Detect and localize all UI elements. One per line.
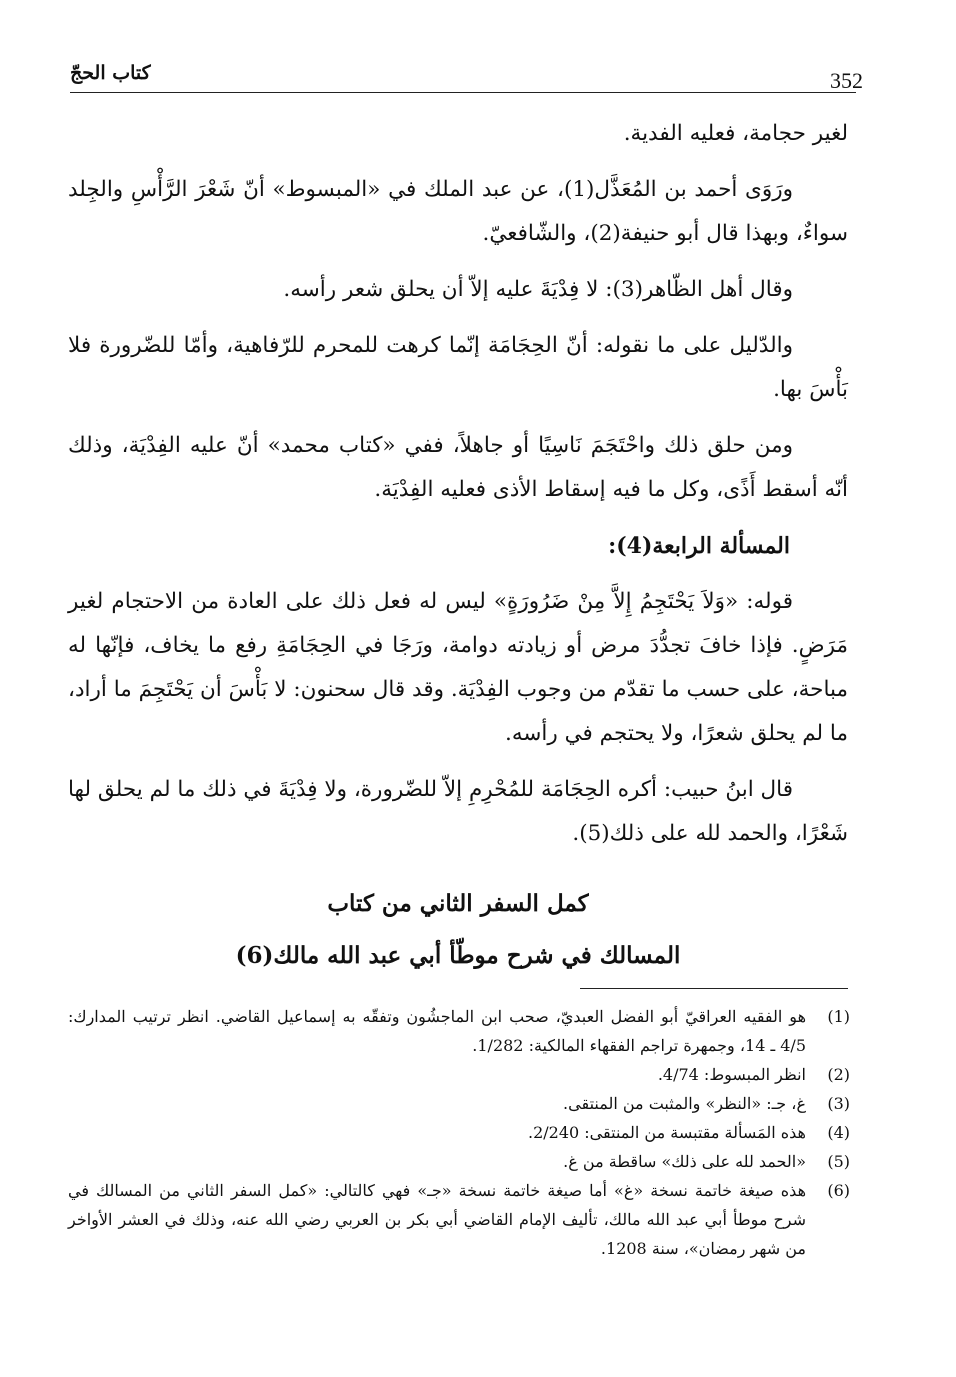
section-heading: المسألة الرابعة(4): [608,533,790,559]
paragraph: قال ابنُ حبيب: أكره الحِجَامَة للمُحْرِمِ إلاّ للضّرورة، ولا فِدْيَةَ في ذلك ما لم يحلق لها شَعْرًا، والحمد لله على ذلك(5). [68,777,848,846]
footnote [68,1176,850,1263]
main-text [68,112,848,868]
footnote [68,1118,850,1147]
paragraph: ومن حلق ذلك واحْتَجَمَ نَاسِيًا أو جاهلاً، ففي «كتاب محمد» أنّ عليه الفِدْيَة، وذلك أنّه أسقط أَذًى، وكل ما فيه إسقاط الأذى فعليه الفِدْيَة. [68,433,848,502]
paragraph: ورَوَى أحمد بن المُعَذَّل(1)، عن عبد الملك في «المبسوط» أنّ شَعْرَ الرَّأْسِ والجِلد سواءٌ، وبهذا قال أبو حنيفة(2)، والشّافعيّ. [68,177,848,246]
page-header [70,50,863,93]
footnote-number: (3) [827,1094,850,1113]
page-number: 352 [830,68,863,93]
footnotes [68,1002,850,1263]
paragraph: والدّليل على ما نقوله: أنّ الحِجَامَة إنّما كرهت للمحرم للرّفاهية، وأمّا للضّرورة فلا بَأْسَ بها. [68,333,848,402]
footnote [68,1147,850,1176]
footnote-text: هذه صيغة خاتمة نسخة «غ» أما صيغة خاتمة نسخة «جـ» فهي كالتالي: «كمل السفر الثاني من المسالك في شرح موطأ أبي عبد الله مالك، تأليف الإمام القاضي أبي بكر بن العربي رضي الله عنه، وذلك في العشر الأواخر من شهر رمضان»، سنة 1208. [68,1181,807,1258]
footnote-number: (6) [827,1181,850,1200]
colophon-line-1: كمل السفر الثاني من كتاب [327,890,589,917]
volume-colophon [68,878,848,982]
paragraph: وقال أهل الظّاهر(3): لا فِدْيَةَ عليه إلاّ أن يحلق شعر رأسه. [283,277,793,302]
running-title: كتاب الحجّ [70,62,151,84]
footnote-text: «الحمد لله على ذلك» ساقطة من غ. [563,1152,806,1171]
footnote-text: هذه المَسألة مقتبسة من المنتقى: 2/240. [528,1123,806,1142]
footnote [68,1089,850,1118]
footnote-text: غ، جـ: «النظر» والمثبت من المنتقى. [563,1094,806,1113]
footnote-number: (2) [827,1065,850,1084]
footnote-divider [580,988,848,989]
footnote-number: (5) [827,1152,850,1171]
footnote-text: انظر المبسوط: 4/74. [657,1065,806,1084]
paragraph: لغير حجامة، فعليه الفدية. [623,121,848,146]
footnote-text: هو الفقيه العراقيّ أبو الفضل العبديّ، صحب ابن الماجشُون وتفقّه به إسماعيل القاضي. انظر ترتيب المدارك: 4/5 ـ 14، وجمهرة تراجم الفقهاء المالكية: 1/282. [68,1007,806,1055]
footnote-number: (1) [827,1007,850,1026]
footnote-number: (4) [827,1123,850,1142]
footnote [68,1002,850,1060]
colophon-line-2: المسالك في شرح موطّأ أبي عبد الله مالك(6) [235,942,681,969]
footnote [68,1060,850,1089]
paragraph: قوله: «وَلاَ يَحْتَجِمُ إِلاَّ مِنْ ضَرُورَةٍ» ليس له فعل ذلك على العادة من الاحتجام لغير مَرَضٍ. فإذا خافَ تجدُّدَ مرض أو زيادته دوامة، ورَجَا في الحِجَامَةِ رفع ما يخاف، فإنّها له مباحة، على حسب ما تقدّم من وجوب الفِدْيَة. وقد قال سحنون: لا بَأْسَ أن يَحْتَجِمَ ما أراد، ما لم يحلق شعرًا، ولا يحتجم في رأسه. [68,589,848,746]
